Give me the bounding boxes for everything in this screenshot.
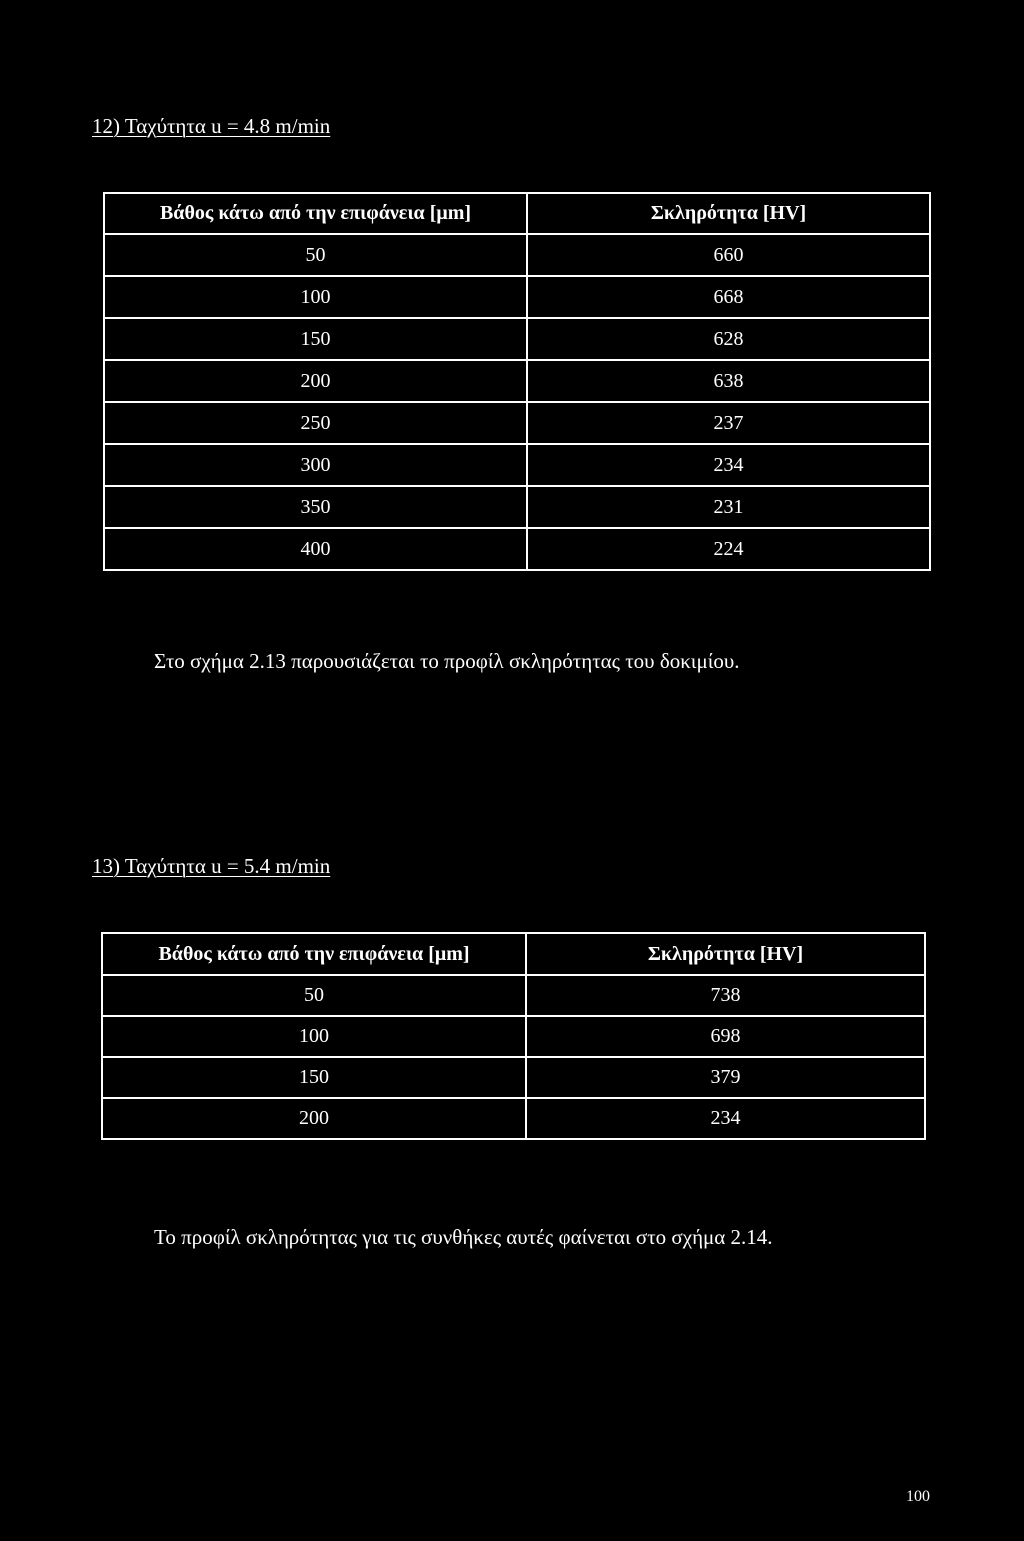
hardness-cell: 738 xyxy=(526,975,925,1016)
depth-cell: 50 xyxy=(102,975,526,1016)
section-13-heading: 13) Ταχύτητα u = 5.4 m/min xyxy=(92,854,331,878)
depth-cell: 100 xyxy=(104,276,527,318)
depth-cell: 200 xyxy=(102,1098,526,1139)
section-12-note: Στο σχήμα 2.13 παρουσιάζεται το προφίλ σκληρότητας του δοκιμίου. xyxy=(154,649,740,673)
depth-cell: 350 xyxy=(104,486,527,528)
column-header-depth: Βάθος κάτω από την επιφάνεια [μm] xyxy=(102,933,526,975)
table-header-row xyxy=(104,193,930,234)
column-header-depth: Βάθος κάτω από την επιφάνεια [μm] xyxy=(104,193,527,234)
table-row xyxy=(104,486,930,528)
depth-cell: 150 xyxy=(102,1057,526,1098)
hardness-cell: 234 xyxy=(526,1098,925,1139)
table-row xyxy=(102,975,925,1016)
column-header-hardness: Σκληρότητα [HV] xyxy=(526,933,925,975)
page-number: 100 xyxy=(906,1488,930,1505)
depth-cell: 150 xyxy=(104,318,527,360)
section-13-note: Το προφίλ σκληρότητας για τις συνθήκες αυτές φαίνεται στο σχήμα 2.14. xyxy=(154,1225,773,1249)
table-row xyxy=(104,276,930,318)
table-row xyxy=(104,360,930,402)
table-header-row xyxy=(102,933,925,975)
hardness-cell: 237 xyxy=(527,402,930,444)
hardness-table-12 xyxy=(103,192,931,571)
table-row xyxy=(104,528,930,570)
table-row xyxy=(104,234,930,276)
table-row xyxy=(104,318,930,360)
hardness-cell: 698 xyxy=(526,1016,925,1057)
table-row xyxy=(102,1016,925,1057)
hardness-cell: 628 xyxy=(527,318,930,360)
hardness-table-13 xyxy=(101,932,926,1140)
table-row xyxy=(104,444,930,486)
depth-cell: 50 xyxy=(104,234,527,276)
column-header-hardness: Σκληρότητα [HV] xyxy=(527,193,930,234)
hardness-cell: 660 xyxy=(527,234,930,276)
table-row xyxy=(102,1098,925,1139)
hardness-cell: 668 xyxy=(527,276,930,318)
depth-cell: 250 xyxy=(104,402,527,444)
table-row xyxy=(102,1057,925,1098)
table-row xyxy=(104,402,930,444)
depth-cell: 100 xyxy=(102,1016,526,1057)
hardness-cell: 234 xyxy=(527,444,930,486)
depth-cell: 400 xyxy=(104,528,527,570)
hardness-cell: 231 xyxy=(527,486,930,528)
depth-cell: 200 xyxy=(104,360,527,402)
hardness-cell: 379 xyxy=(526,1057,925,1098)
depth-cell: 300 xyxy=(104,444,527,486)
hardness-cell: 638 xyxy=(527,360,930,402)
hardness-cell: 224 xyxy=(527,528,930,570)
section-12-heading: 12) Ταχύτητα u = 4.8 m/min xyxy=(92,114,331,138)
